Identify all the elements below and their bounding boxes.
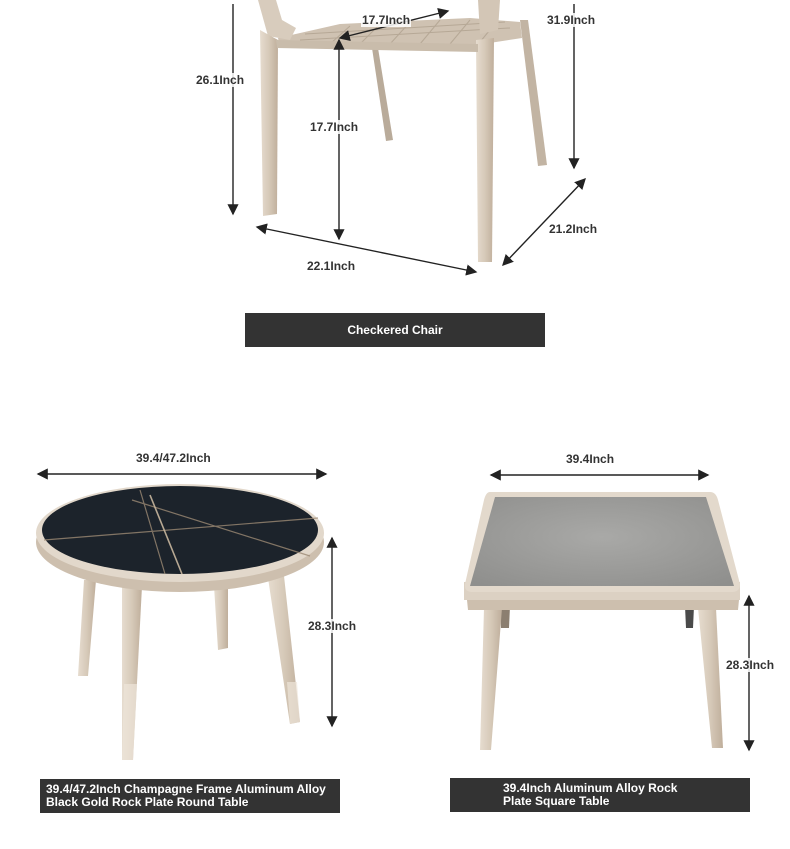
chair-seat-height-label: 17.7Inch [310,120,359,134]
round-table-caption [40,779,340,813]
chair-caption [245,313,545,347]
square-table-top [470,497,734,586]
square-table-leg-front-right [698,608,723,748]
chair-total-height-label: 31.9Inch [547,13,596,27]
round-table-caption-line1: 39.4/47.2Inch Champagne Frame Aluminum Alloy [46,782,326,796]
chair-illustration [258,0,547,262]
chair-width-label: 22.1Inch [307,259,356,273]
chair-width-arrow [257,227,476,272]
chair-arm-right [478,0,500,34]
chair-back-leg-right [520,20,547,166]
chair-front-leg-left [260,30,278,216]
chair-armrest-height-label: 26.1Inch [196,73,245,87]
chair-depth-label: 21.2Inch [549,222,598,236]
round-table-leg-back-left [78,580,96,676]
round-table-leg-back-right [214,586,228,650]
square-table-caption [450,778,750,812]
square-table-caption-line1: 39.4Inch Aluminum Alloy Rock [503,781,678,795]
square-table-width-label: 39.4Inch [566,452,615,466]
square-table-illustration [464,492,740,750]
chair-caption-text: Checkered Chair [347,323,443,337]
square-table-caption-line2: Plate Square Table [503,794,610,808]
round-table-height-label: 28.3Inch [308,619,357,633]
square-table-height-label: 28.3Inch [726,658,775,672]
round-table-illustration [36,484,324,760]
round-table-caption-line2: Black Gold Rock Plate Round Table [46,795,249,809]
round-table-diameter-label: 39.4/47.2Inch [136,451,211,465]
round-table-top [42,486,318,574]
square-table-leg-front-left [480,608,502,750]
chair-back-leg-left [372,48,393,141]
chair-front-leg-right [476,38,494,262]
chair-seat-depth-label: 17.7Inch [362,13,411,27]
